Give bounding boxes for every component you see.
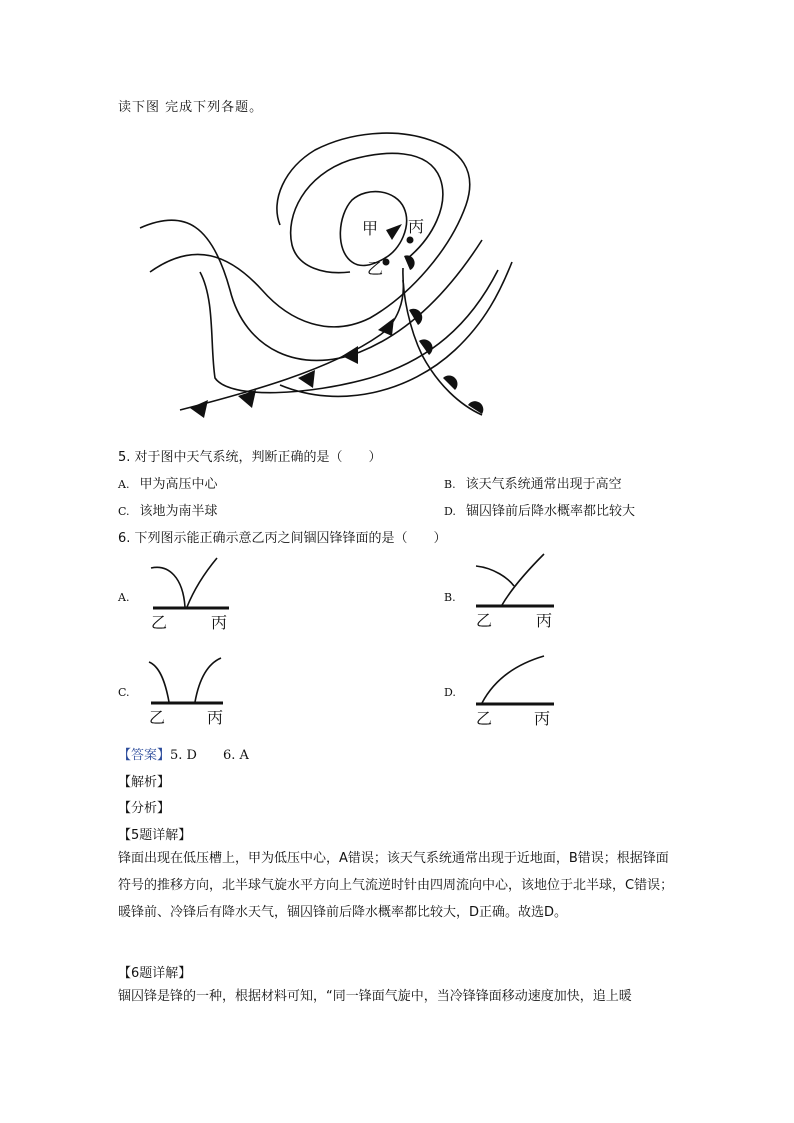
cold-front-line — [180, 280, 403, 410]
section-q6-detail: 【6题详解】 — [118, 966, 192, 981]
q6-option-d-letter: D. — [444, 686, 456, 699]
q6-option-c-letter: C. — [118, 686, 130, 699]
label-yi: 乙 — [367, 259, 384, 278]
q6-option-b-diagram — [470, 550, 560, 630]
q5-explanation: 锋面出现在低压槽上，甲为低压中心，A错误；该天气系统通常出现于近地面，B错误；根据锋面符号的推移方向，北半球气旋水平方向上气流逆时针由四周流向中心，该地位于北半球，C错误；暖锋前、冷锋后有降水天气，锢囚锋前后降水概率都比较大，D正确。故选D。 — [118, 851, 674, 920]
q6-b-left: 乙 — [476, 611, 493, 630]
answer-6: 6. A — [222, 748, 249, 763]
q5-option-a: A. 甲为高压中心 — [118, 477, 218, 492]
q6-option-c-diagram — [145, 650, 235, 730]
q6-a-right: 丙 — [211, 613, 228, 632]
answer-label: 【答案】 — [118, 748, 171, 763]
q6-d-right: 丙 — [534, 709, 551, 728]
warm-front-symbols — [404, 255, 483, 414]
q6-stem: 6. 下列图示能正确示意乙丙之间锢囚锋锋面的是（ ） — [118, 531, 447, 546]
weather-map — [130, 128, 530, 428]
q6-c-left: 乙 — [149, 708, 166, 727]
section-q5-detail: 【5题详解】 — [118, 828, 192, 843]
label-bing: 丙 — [408, 217, 425, 236]
q6-c-right: 丙 — [207, 708, 224, 727]
q6-option-a-diagram — [145, 552, 235, 632]
section-jiexi: 【解析】 — [118, 775, 171, 790]
q5-stem: 5. 对于图中天气系统，判断正确的是（ ） — [118, 450, 382, 465]
q5-option-c: C. 该地为南半球 — [118, 504, 218, 519]
label-jia: 甲 — [362, 219, 379, 238]
answer-5: 5. D — [170, 748, 197, 763]
q5-option-b: B. 该天气系统通常出现于高空 — [444, 477, 622, 492]
isobar-5 — [200, 270, 498, 393]
answer-line — [118, 744, 249, 763]
q6-option-a-letter: A. — [118, 591, 130, 604]
isobar-2 — [291, 153, 443, 272]
q5-option-d: D. 锢囚锋前后降水概率都比较大 — [444, 504, 635, 519]
section-fenxi: 【分析】 — [118, 801, 171, 816]
q6-option-d-diagram — [470, 650, 560, 730]
q6-b-right: 丙 — [536, 611, 553, 630]
intro-text: 读下图 完成下列各题。 — [118, 100, 264, 115]
isobar-6 — [280, 262, 512, 396]
isobar-4 — [140, 220, 482, 360]
q6-explanation: 锢囚锋是锋的一种，根据材料可知，“同一锋面气旋中，当冷锋锋面移动速度加快，追上暖 — [118, 989, 632, 1004]
q6-option-b-letter: B. — [444, 591, 456, 604]
q6-a-left: 乙 — [151, 613, 168, 632]
q6-d-left: 乙 — [476, 709, 493, 728]
